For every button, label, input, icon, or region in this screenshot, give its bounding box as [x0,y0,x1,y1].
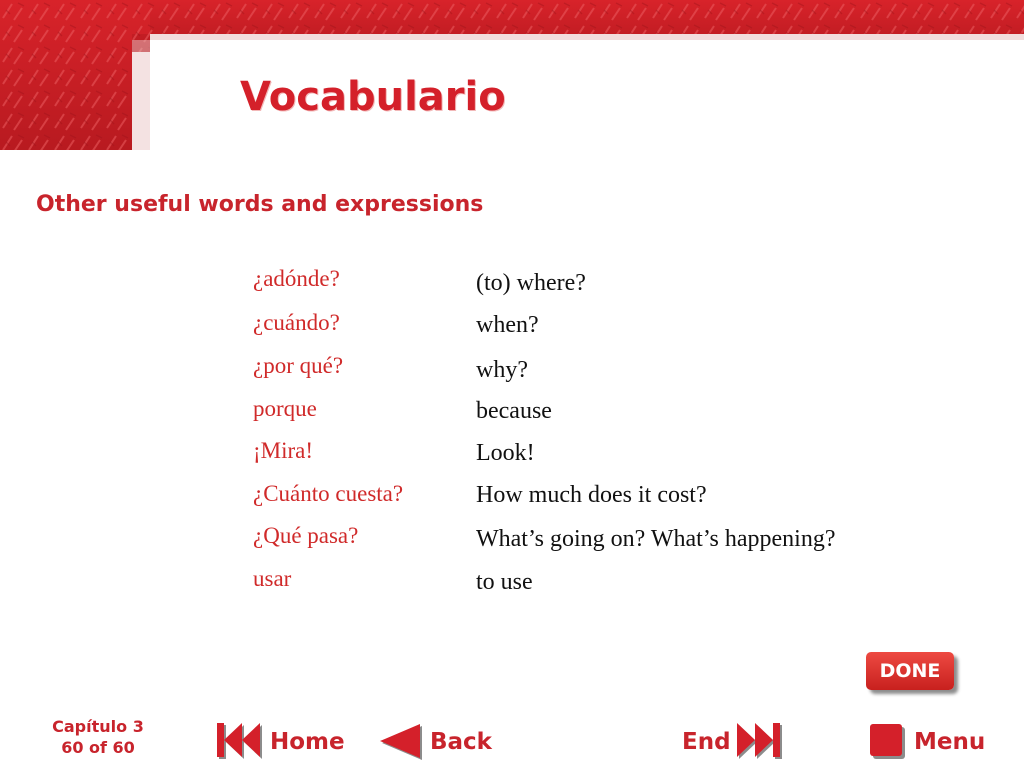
header-band [0,0,1024,160]
skip-to-start-icon [216,722,264,762]
menu-square-icon [868,722,908,762]
vocab-term: usar [253,566,292,591]
back-button[interactable] [378,720,492,764]
vocab-meaning: Look! [476,440,535,466]
done-button-face[interactable] [866,652,954,690]
vocab-meaning: What’s going on? What’s happening? [476,526,836,552]
end-button[interactable] [682,720,787,764]
back-label: Back [430,729,492,755]
back-arrow-icon [378,722,424,762]
home-label: Home [270,729,345,755]
vocab-meaning: to use [476,569,533,595]
vocab-meaning: How much does it cost? [476,482,707,508]
vocab-term: ¿adónde? [253,266,340,291]
page-title: Vocabulario [240,74,506,120]
menu-label: Menu [914,729,986,755]
page-counter: 60 of 60 [61,738,135,757]
done-button-label: DONE [879,660,941,682]
skip-to-end-icon [735,722,787,762]
vocab-meaning: when? [476,312,539,338]
vocab-term: ¿por qué? [253,353,344,378]
vocab-term: ¿Cuánto cuesta? [253,481,404,506]
vocab-term: ¿Qué pasa? [253,523,359,548]
vocab-meaning: (to) where? [476,270,586,296]
chapter-label: Capítulo 3 [52,717,144,736]
vocab-term: ¿cuándo? [253,310,340,335]
done-button[interactable] [866,652,960,696]
home-button[interactable] [216,720,345,764]
vocab-meaning: because [476,398,552,424]
vocab-term: ¡Mira! [253,438,314,463]
vocab-meaning: why? [476,357,528,383]
vocab-term: porque [253,396,317,421]
section-heading: Other useful words and expressions [36,192,484,217]
end-label: End [682,729,731,755]
menu-button[interactable] [868,720,985,764]
chapter-info [44,716,152,758]
